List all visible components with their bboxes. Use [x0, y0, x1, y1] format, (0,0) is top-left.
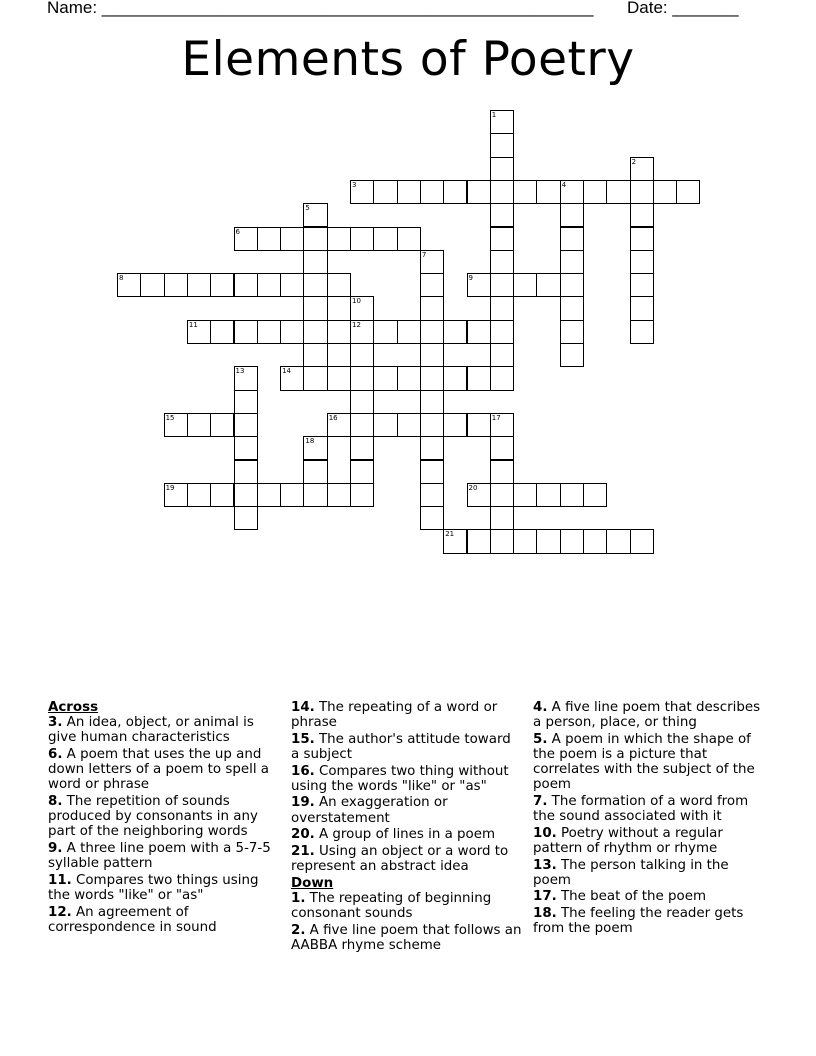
grid-cell[interactable]: [490, 250, 514, 274]
grid-cell[interactable]: [140, 273, 164, 297]
grid-cell[interactable]: [420, 436, 444, 460]
across-heading: Across: [48, 700, 99, 715]
grid-cell[interactable]: [630, 320, 654, 344]
grid-cell[interactable]: [303, 296, 327, 320]
down-clue-4: 4. A five line poem that describes a person, place, or thing: [533, 700, 761, 731]
grid-cell[interactable]: [350, 320, 374, 344]
clue-number: 13: [235, 367, 245, 376]
grid-cell[interactable]: [350, 483, 374, 507]
grid-cell[interactable]: [234, 227, 258, 251]
clues-column-3: [533, 700, 765, 938]
grid-cell[interactable]: [303, 366, 327, 390]
grid-cell[interactable]: [490, 460, 514, 484]
grid-cell[interactable]: [420, 413, 444, 437]
grid-cell[interactable]: [373, 227, 397, 251]
clue-number: 6: [235, 227, 240, 236]
grid-cell[interactable]: [397, 366, 421, 390]
grid-cell[interactable]: [420, 250, 444, 274]
clue-number: 2: [631, 157, 637, 166]
across-clue-12: 12. An agreement of correspondence in sound: [48, 904, 217, 935]
across-clue-15: 15. The author's attitude toward a subject: [291, 731, 511, 762]
across-clue-21: 21. Using an object or a word to represent an abstract idea: [291, 843, 509, 874]
grid-cell[interactable]: [443, 529, 467, 553]
grid-cell[interactable]: [490, 273, 514, 297]
grid-cell[interactable]: [210, 483, 234, 507]
grid-cell[interactable]: [443, 366, 467, 390]
grid-cell[interactable]: [490, 483, 514, 507]
grid-cell[interactable]: [303, 250, 327, 274]
grid-cell[interactable]: [397, 413, 421, 437]
clue-number: 3: [352, 180, 357, 189]
page-title: Elements of Poetry: [181, 32, 635, 87]
grid-cell[interactable]: [327, 413, 351, 437]
clue-number: 7: [421, 250, 427, 259]
grid-cell[interactable]: [490, 180, 514, 204]
grid-cell[interactable]: [350, 436, 374, 460]
clue-number: 1: [491, 111, 497, 119]
grid-cell[interactable]: [490, 133, 514, 157]
grid-cell[interactable]: [210, 273, 234, 297]
across-clue-14: 14. The repeating of a word or phrase: [291, 700, 498, 731]
grid-cell[interactable]: [606, 180, 630, 204]
down-clue-1: 1. The repeating of beginning consonant sounds: [291, 890, 492, 921]
grid-cell[interactable]: [420, 460, 444, 484]
grid-cell[interactable]: [420, 366, 444, 390]
grid-cell[interactable]: [560, 180, 584, 204]
grid-cell[interactable]: [490, 203, 514, 227]
grid-cell[interactable]: [420, 506, 444, 530]
across-clue-3: 3. An idea, object, or animal is give human characteristics: [48, 715, 254, 746]
grid-cell[interactable]: [303, 320, 327, 344]
down-heading: Down: [291, 875, 334, 891]
grid-cell[interactable]: [280, 366, 304, 390]
grid-cell[interactable]: [490, 157, 514, 181]
grid-cell[interactable]: [606, 529, 630, 553]
grid-cell[interactable]: [303, 227, 327, 251]
across-clue-9: 9. A three line poem with a 5-7-5 syllable pattern: [48, 841, 271, 872]
grid-cell[interactable]: [397, 180, 421, 204]
grid-cell[interactable]: [443, 413, 467, 437]
grid-cell[interactable]: [560, 250, 584, 274]
grid-cell[interactable]: [327, 227, 351, 251]
grid-cell[interactable]: [467, 529, 491, 553]
grid-cell[interactable]: [630, 227, 654, 251]
grid-cell[interactable]: [653, 180, 677, 204]
grid-cell[interactable]: [420, 273, 444, 297]
clue-number: 14: [282, 367, 292, 376]
clues-column-2: [291, 700, 523, 954]
clue-number: 8: [119, 274, 124, 283]
grid-cell[interactable]: [490, 506, 514, 530]
grid-cell[interactable]: [630, 250, 654, 274]
grid-cell[interactable]: [420, 296, 444, 320]
grid-cell[interactable]: [257, 273, 281, 297]
grid-cell[interactable]: [443, 320, 467, 344]
grid-cell[interactable]: [373, 320, 397, 344]
grid-cell[interactable]: [210, 320, 234, 344]
grid-cell[interactable]: [467, 483, 491, 507]
grid-cell[interactable]: [490, 110, 514, 134]
clue-number: 11: [188, 320, 198, 329]
grid-cell[interactable]: [513, 483, 537, 507]
grid-cell[interactable]: [397, 227, 421, 251]
grid-cell[interactable]: [467, 366, 491, 390]
grid-cell[interactable]: [210, 413, 234, 437]
grid-cell[interactable]: [350, 413, 374, 437]
grid-cell[interactable]: [187, 273, 211, 297]
grid-cell[interactable]: [327, 483, 351, 507]
grid-cell[interactable]: [467, 320, 491, 344]
grid-cell[interactable]: [187, 483, 211, 507]
grid-cell[interactable]: [280, 273, 304, 297]
grid-cell[interactable]: [187, 320, 211, 344]
grid-cell[interactable]: [560, 529, 584, 553]
across-clue-8: 8. The repetition of sounds produced by consonants in any part of the neighboring words: [48, 794, 258, 840]
grid-cell[interactable]: [560, 483, 584, 507]
grid-cell[interactable]: [280, 320, 304, 344]
grid-cell[interactable]: [280, 227, 304, 251]
grid-cell[interactable]: [303, 343, 327, 367]
grid-cell[interactable]: [350, 460, 374, 484]
grid-cell[interactable]: [467, 413, 491, 437]
clue-number: 18: [305, 437, 315, 446]
grid-cell[interactable]: [513, 180, 537, 204]
grid-cell[interactable]: [443, 180, 467, 204]
grid-cell[interactable]: [303, 460, 327, 484]
grid-cell[interactable]: [257, 227, 281, 251]
grid-cell[interactable]: [234, 390, 258, 414]
grid-cell[interactable]: [490, 413, 514, 437]
grid-cell[interactable]: [234, 506, 258, 530]
grid-cell[interactable]: [234, 460, 258, 484]
grid-cell[interactable]: [490, 529, 514, 553]
grid-cell[interactable]: [350, 227, 374, 251]
clue-number: 17: [491, 413, 501, 422]
grid-cell[interactable]: [560, 273, 584, 297]
across-clue-6: 6. A poem that uses the up and down letters of a poem to spell a word or phrase: [48, 747, 269, 793]
grid-cell[interactable]: [397, 320, 421, 344]
clue-number: 16: [328, 413, 338, 422]
clue-number: 21: [445, 530, 455, 539]
grid-cell[interactable]: [234, 273, 258, 297]
grid-cell[interactable]: [187, 413, 211, 437]
grid-cell[interactable]: [490, 436, 514, 460]
grid-cell[interactable]: [327, 273, 351, 297]
down-clue-5: 5. A poem in which the shape of the poem is a picture that correlates with the subject of the poem: [533, 731, 755, 793]
grid-cell[interactable]: [257, 483, 281, 507]
grid-cell[interactable]: [350, 390, 374, 414]
clue-number: 10: [352, 297, 361, 306]
grid-cell[interactable]: [490, 227, 514, 251]
grid-cell[interactable]: [303, 483, 327, 507]
grid-cell[interactable]: [630, 273, 654, 297]
grid-cell[interactable]: [164, 413, 188, 437]
grid-cell[interactable]: [420, 343, 444, 367]
grid-cell[interactable]: [234, 413, 258, 437]
grid-cell[interactable]: [630, 157, 654, 181]
grid-cell[interactable]: [373, 180, 397, 204]
down-clue-7: 7. The formation of a word from the sound associated with it: [533, 794, 749, 825]
clues-column-1: [48, 700, 280, 936]
grid-cell[interactable]: [676, 180, 700, 204]
grid-cell[interactable]: [164, 483, 188, 507]
down-clue-10: 10. Poetry without a regular pattern of rhythm or rhyme: [533, 825, 723, 856]
down-clue-2: 2. A five line poem that follows an AABBA rhyme scheme: [291, 922, 522, 953]
across-clue-20: 20. A group of lines in a poem: [291, 827, 496, 843]
grid-cell[interactable]: [560, 227, 584, 251]
grid-cell[interactable]: [490, 296, 514, 320]
grid-cell[interactable]: [490, 320, 514, 344]
grid-cell[interactable]: [536, 529, 560, 553]
grid-cell[interactable]: [583, 483, 607, 507]
grid-cell[interactable]: [583, 529, 607, 553]
grid-cell[interactable]: [536, 483, 560, 507]
grid-cell[interactable]: [373, 366, 397, 390]
grid-cell[interactable]: [303, 273, 327, 297]
grid-cell[interactable]: [350, 296, 374, 320]
grid-cell[interactable]: [373, 413, 397, 437]
clue-number: 9: [468, 274, 473, 283]
grid-cell[interactable]: [350, 366, 374, 390]
grid-cell[interactable]: [420, 390, 444, 414]
grid-cell[interactable]: [350, 180, 374, 204]
grid-cell[interactable]: [327, 366, 351, 390]
grid-cell[interactable]: [490, 366, 514, 390]
grid-cell[interactable]: [234, 436, 258, 460]
grid-cell[interactable]: [560, 203, 584, 227]
grid-cell[interactable]: [630, 296, 654, 320]
grid-cell[interactable]: [420, 483, 444, 507]
grid-cell[interactable]: [630, 203, 654, 227]
grid-cell[interactable]: [234, 366, 258, 390]
grid-cell[interactable]: [164, 273, 188, 297]
grid-cell[interactable]: [630, 180, 654, 204]
clue-number: 4: [561, 180, 567, 189]
grid-cell[interactable]: [467, 180, 491, 204]
across-clue-19: 19. An exaggeration or overstatement: [291, 795, 448, 826]
grid-cell[interactable]: [490, 343, 514, 367]
clue-number: 5: [305, 204, 310, 213]
grid-cell[interactable]: [467, 273, 491, 297]
clue-number: 12: [352, 320, 361, 329]
grid-cell[interactable]: [536, 273, 560, 297]
grid-cell[interactable]: [513, 273, 537, 297]
clue-number: 15: [165, 413, 175, 422]
grid-cell[interactable]: [560, 320, 584, 344]
down-clue-17: 17. The beat of the poem: [533, 889, 706, 905]
grid-cell[interactable]: [513, 529, 537, 553]
grid-cell[interactable]: [536, 180, 560, 204]
grid-cell[interactable]: [560, 296, 584, 320]
grid-cell[interactable]: [303, 203, 327, 227]
grid-cell[interactable]: [280, 483, 304, 507]
grid-cell[interactable]: [117, 273, 141, 297]
down-clue-18: 18. The feeling the reader gets from the poem: [533, 905, 744, 937]
grid-cell[interactable]: [420, 320, 444, 344]
grid-cell[interactable]: [327, 320, 351, 344]
name-line[interactable]: Name: ____________________________________________________: [47, 0, 594, 17]
grid-cell[interactable]: [234, 320, 258, 344]
grid-cell[interactable]: [630, 529, 654, 553]
grid-cell[interactable]: [350, 343, 374, 367]
clue-number: 19: [165, 483, 175, 492]
grid-cell[interactable]: [257, 320, 281, 344]
grid-cell[interactable]: [234, 483, 258, 507]
date-line[interactable]: Date: _______: [627, 0, 739, 17]
grid-cell[interactable]: [560, 343, 584, 367]
across-clue-11: 11. Compares two things using the words "like" or "as": [48, 872, 259, 903]
across-clue-16: 16. Compares two thing without using the words "like" or "as": [291, 763, 509, 794]
grid-cell[interactable]: [583, 180, 607, 204]
down-clue-13: 13. The person talking in the poem: [533, 857, 729, 888]
clue-number: 20: [468, 483, 478, 492]
grid-cell[interactable]: [420, 180, 444, 204]
grid-cell[interactable]: [303, 436, 327, 460]
